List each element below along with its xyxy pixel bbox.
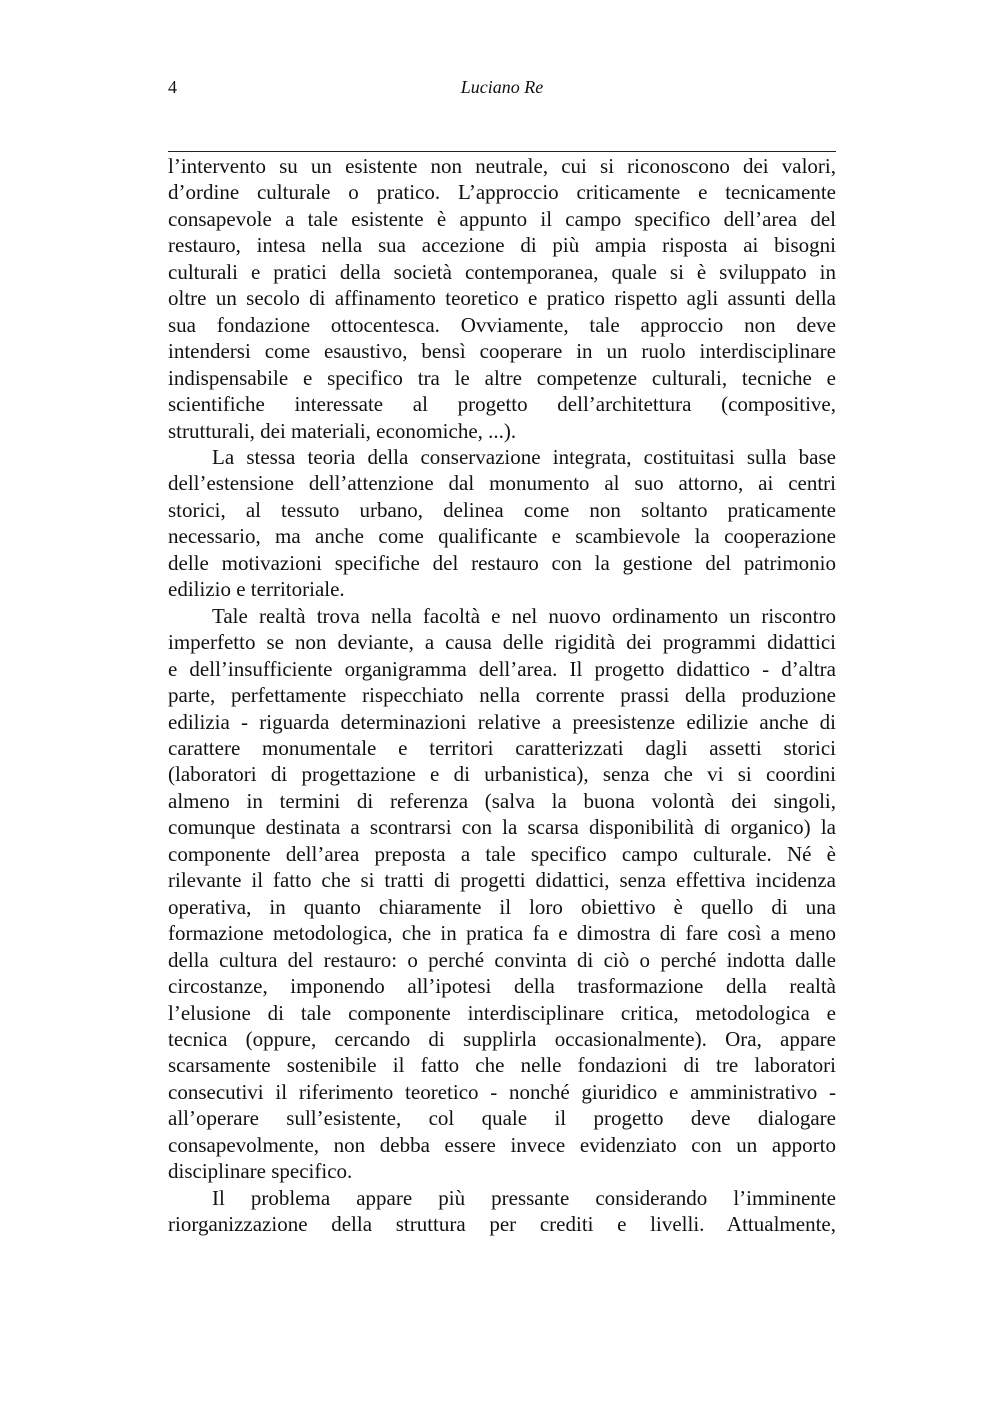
body-text [168,153,836,1238]
text-line: culturali e pratici della società contemporanea, quale si è sviluppato in [168,259,836,284]
text-line: sua fondazione ottocentesca. Ovviamente, tale approccio non deve [168,312,836,337]
text-line: tecnica (oppure, cercando di supplirla occasionalmente). Ora, appare [168,1026,836,1051]
text-line: formazione metodologica, che in pratica fa e dimostra di fare così a meno [168,921,836,946]
page-number: 4 [168,77,177,97]
text-line: carattere monumentale e territori caratterizzati dagli assetti storici [168,735,836,760]
text-line: e dell’insufficiente organigramma dell’area. Il progetto didattico - d’altra [168,656,836,681]
text-line: edilizio e territoriale. [168,577,345,602]
paragraph [168,603,836,1185]
text-line: necessario, ma anche come qualificante e scambievole la cooperazione [168,524,836,549]
text-line: consapevole a tale esistente è appunto il campo specifico dell’area del [168,206,836,231]
text-line: imperfetto se non deviante, a causa delle rigidità dei programmi didattici [168,630,836,655]
text-line: all’operare sull’esistente, col quale il progetto deve dialogare [168,1106,836,1131]
text-line: scientifiche interessate al progetto dell’architettura (compositive, [168,392,836,417]
text-line: rilevante il fatto che si tratti di progetti didattici, senza effettiva incidenza [168,868,836,893]
text-line: intendersi come esaustivo, bensì cooperare in un ruolo interdisciplinare [168,339,836,364]
text-line: consecutivi il riferimento teoretico - nonché giuridico e amministrativo - [168,1079,836,1104]
paragraph [168,444,836,603]
text-line: operativa, in quanto chiaramente il loro obiettivo è quello di una [168,894,836,919]
text-line: disciplinare specifico. [168,1159,353,1184]
running-head: Luciano Re [460,77,544,97]
text-line: indispensabile e specifico tra le altre competenze culturali, tecniche e [168,365,836,390]
text-line: comunque destinata a scontrarsi con la scarsa disponibilità di organico) la [168,815,836,840]
text-line: dell’estensione dell’attenzione dal monumento al suo attorno, ai centri [168,471,836,496]
text-line: circostanze, imponendo all’ipotesi della trasformazione della realtà [168,974,836,999]
paragraph [168,1185,836,1238]
header-rule [168,151,836,152]
text-line: Il problema appare più pressante considerando l’imminente [212,1185,836,1210]
text-line: componente dell’area preposta a tale specifico campo culturale. Né è [168,841,836,866]
text-line: riorganizzazione della struttura per crediti e livelli. Attualmente, [168,1212,836,1237]
text-line: parte, perfettamente rispecchiato nella corrente prassi della produzione [168,683,836,708]
text-line: l’elusione di tale componente interdisciplinare critica, metodologica e [168,1000,836,1025]
text-line: La stessa teoria della conservazione integrata, costituitasi sulla base [212,444,836,469]
text-line: edilizia - riguarda determinazioni relative a preesistenze edilizie anche di [168,709,836,734]
text-line: consapevolmente, non debba essere invece evidenziato con un apporto [168,1132,836,1157]
text-line: l’intervento su un esistente non neutrale, cui si riconoscono dei valori, [168,154,836,178]
text-line: restauro, intesa nella sua accezione di più ampia risposta ai bisogni [168,233,836,258]
text-line: della cultura del restauro: o perché convinta di ciò o perché indotta dalle [168,947,836,972]
text-line: (laboratori di progettazione e di urbanistica), senza che vi si coordini [168,762,836,787]
text-line: scarsamente sostenibile il fatto che nelle fondazioni di tre laboratori [168,1053,836,1078]
text-line: strutturali, dei materiali, economiche, ...). [168,418,517,443]
text-line: storici, al tessuto urbano, delinea come non soltanto praticamente [168,497,836,522]
text-line: oltre un secolo di affinamento teoretico e pratico rispetto agli assunti della [168,286,836,311]
text-line: delle motivazioni specifiche del restauro con la gestione del patrimonio [168,550,836,575]
text-line: almeno in termini di referenza (salva la buona volontà dei singoli, [168,788,836,813]
text-line: d’ordine culturale o pratico. L’approccio criticamente e tecnicamente [168,180,836,205]
text-line: Tale realtà trova nella facoltà e nel nuovo ordinamento un riscontro [212,603,836,628]
paragraph [168,153,836,444]
